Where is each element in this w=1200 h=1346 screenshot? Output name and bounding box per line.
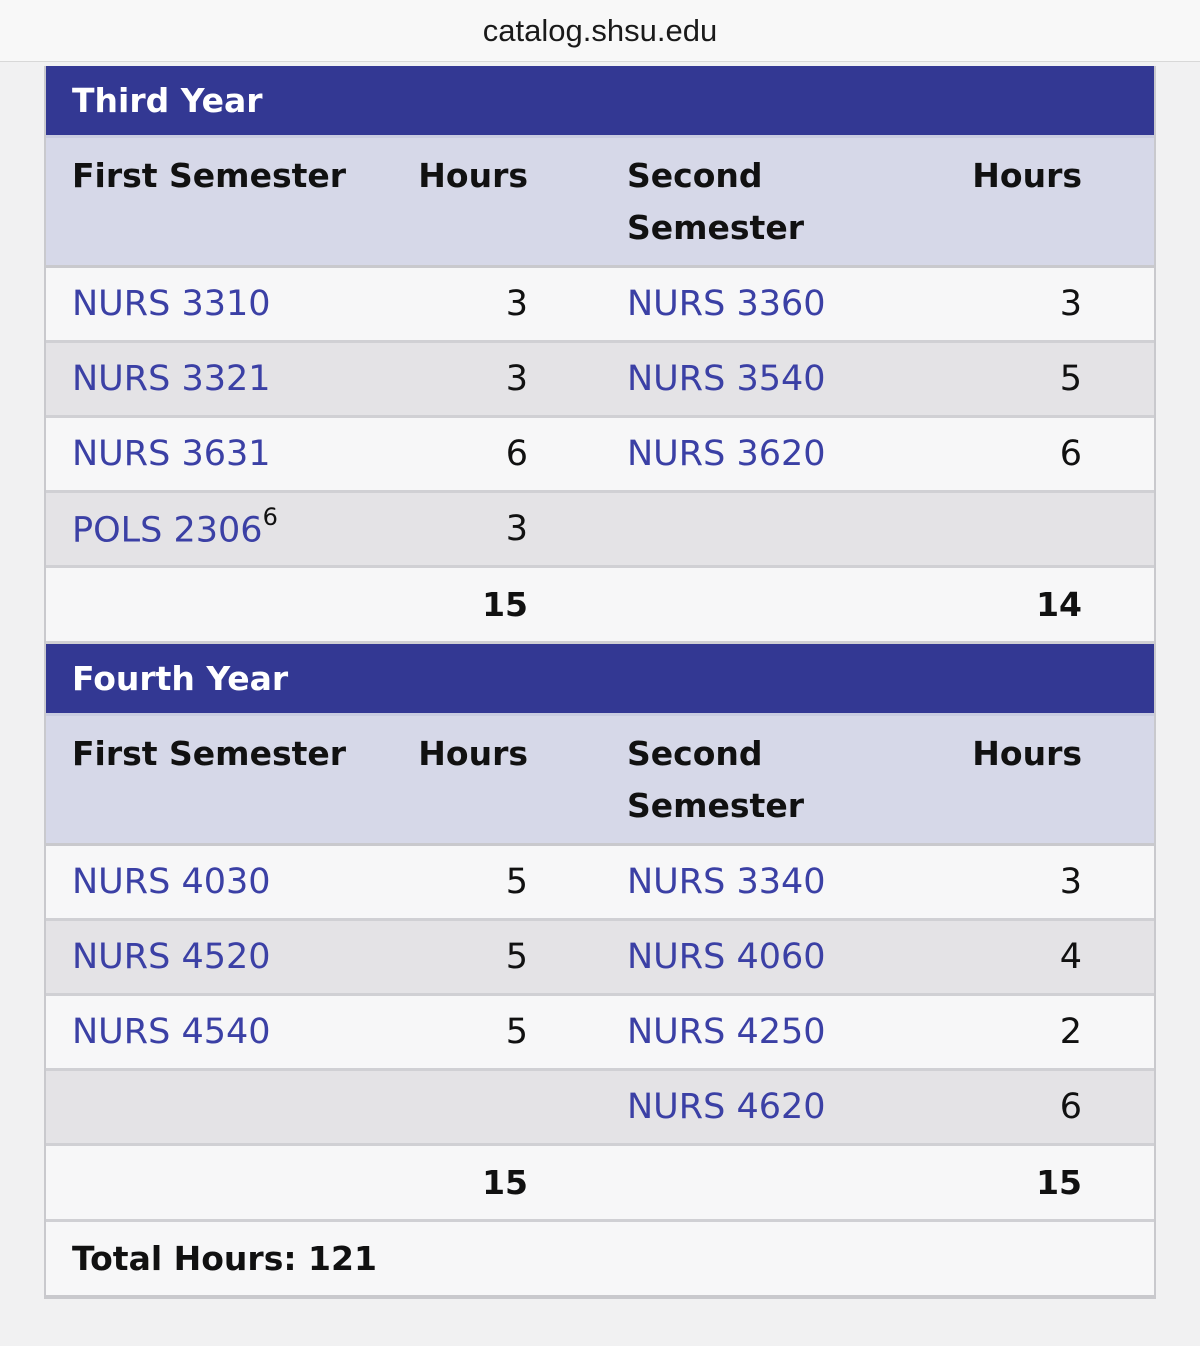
course-hours: 5	[505, 862, 528, 902]
second-semester-heading: Second Semester	[627, 156, 804, 247]
course-hours: 6	[505, 434, 528, 474]
table-row	[46, 921, 1154, 996]
third-year-title: Third Year	[72, 81, 263, 120]
course-link[interactable]: NURS 3631	[72, 434, 271, 474]
course-link[interactable]: NURS 3540	[627, 359, 826, 399]
table-row	[46, 996, 1154, 1071]
first-semester-heading: First Semester	[72, 156, 347, 195]
course-hours: 3	[1059, 284, 1082, 324]
course-hours: 3	[1059, 862, 1082, 902]
table-row	[46, 268, 1154, 343]
semester-total-row	[46, 568, 1154, 644]
course-link[interactable]: NURS 4520	[72, 937, 271, 977]
degree-plan-table	[44, 66, 1156, 1299]
table-row	[46, 418, 1154, 493]
second-semester-total: 14	[1036, 585, 1082, 624]
fourth-year-title: Fourth Year	[72, 659, 289, 698]
first-semester-heading: First Semester	[72, 734, 347, 773]
course-hours: 3	[505, 284, 528, 324]
course-hours: 3	[505, 509, 528, 549]
second-semester-heading: Second Semester	[627, 734, 804, 825]
table-row	[46, 493, 1154, 568]
course-link[interactable]: NURS 3360	[627, 284, 826, 324]
fourth-year-header	[46, 644, 1154, 716]
third-year-header	[46, 66, 1154, 138]
course-link[interactable]: NURS 3321	[72, 359, 271, 399]
url-text: catalog.shsu.edu	[482, 12, 718, 48]
course-link[interactable]: NURS 4030	[72, 862, 271, 902]
course-hours: 4	[1059, 937, 1082, 977]
total-hours	[46, 1222, 1154, 1297]
url-bar[interactable]	[0, 0, 1200, 62]
hours-heading: Hours	[972, 156, 1082, 195]
table-row	[46, 1071, 1154, 1146]
course-link[interactable]: NURS 4250	[627, 1012, 826, 1052]
hours-heading: Hours	[418, 734, 528, 773]
table-row	[46, 846, 1154, 921]
course-hours: 5	[505, 937, 528, 977]
course-hours: 6	[1059, 434, 1082, 474]
course-hours: 5	[505, 1012, 528, 1052]
hours-heading: Hours	[418, 156, 528, 195]
course-hours: 6	[1059, 1087, 1082, 1127]
table-row	[46, 343, 1154, 418]
first-semester-total: 15	[482, 1163, 528, 1202]
course-link[interactable]: NURS 4060	[627, 937, 826, 977]
course-link[interactable]: NURS 4540	[72, 1012, 271, 1052]
first-semester-total: 15	[482, 585, 528, 624]
course-link[interactable]: NURS 3340	[627, 862, 826, 902]
course-hours: 5	[1059, 359, 1082, 399]
semester-total-row	[46, 1146, 1154, 1222]
footnote-marker: 6	[262, 503, 278, 532]
third-year-column-header	[46, 138, 1154, 268]
total-hours-label: Total Hours: 121	[72, 1239, 377, 1278]
hours-heading: Hours	[972, 734, 1082, 773]
course-link[interactable]: NURS 3310	[72, 284, 271, 324]
course-hours: 2	[1059, 1012, 1082, 1052]
course-link[interactable]: NURS 3620	[627, 434, 826, 474]
second-semester-total: 15	[1036, 1163, 1082, 1202]
course-hours: 3	[505, 359, 528, 399]
course-link[interactable]: POLS 2306	[72, 510, 263, 551]
fourth-year-column-header	[46, 716, 1154, 846]
course-link[interactable]: NURS 4620	[627, 1087, 826, 1127]
